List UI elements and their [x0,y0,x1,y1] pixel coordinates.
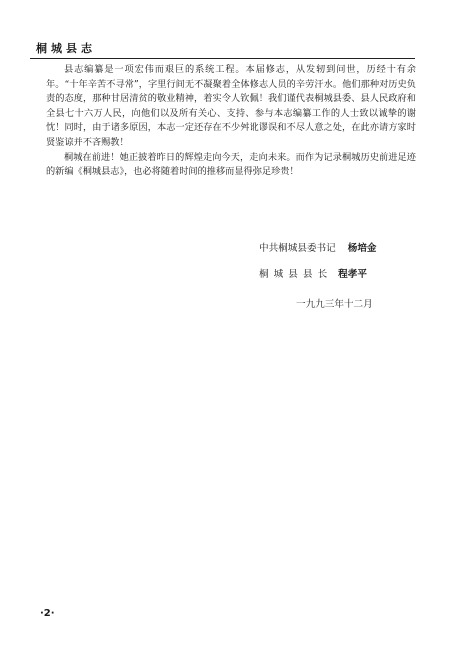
signature-county-head [259,266,367,280]
paragraph: 桐城在前进！她正披着昨日的辉煌走向今天，走向未来。而作为记录桐城历史前进足迹的新编《桐城县志》，也必将随着时间的推移而显得弥足珍贵！ [46,151,416,178]
header-rule [30,58,415,59]
signature-title: 桐 城 县 县 长 [259,269,329,280]
signature-name: 杨培金 [347,243,377,254]
date-line: 一九九三年十二月 [296,299,373,310]
paragraph: 县志编纂是一项宏伟而艰巨的系统工程。本届修志，从发轫到问世，历经十有余年。“十年辛苦不寻常”，字里行间无不凝聚着全体修志人员的辛劳汗水。他们那种对历史负责的态度，那种甘居清贫的敬业精神，着实令人钦佩！我们谨代表桐城县委、县人民政府和全县七十六万人民，向他们以及所有关心、支持、参与本志编纂工作的人士致以诚挚的谢忱！同时，由于诸多原因，本志一定还存在不少舛讹谬误和不尽人意之处，在此亦请方家时贤鉴谅并不吝赐教！ [46,64,416,148]
body-text [46,63,416,180]
page-number: ·2· [40,608,55,619]
signature-title: 中共桐城县委书记 [259,243,336,254]
signature-name: 程孝平 [338,269,367,280]
signature-party-secretary [259,240,377,254]
running-header: 桐城县志 [36,42,96,55]
